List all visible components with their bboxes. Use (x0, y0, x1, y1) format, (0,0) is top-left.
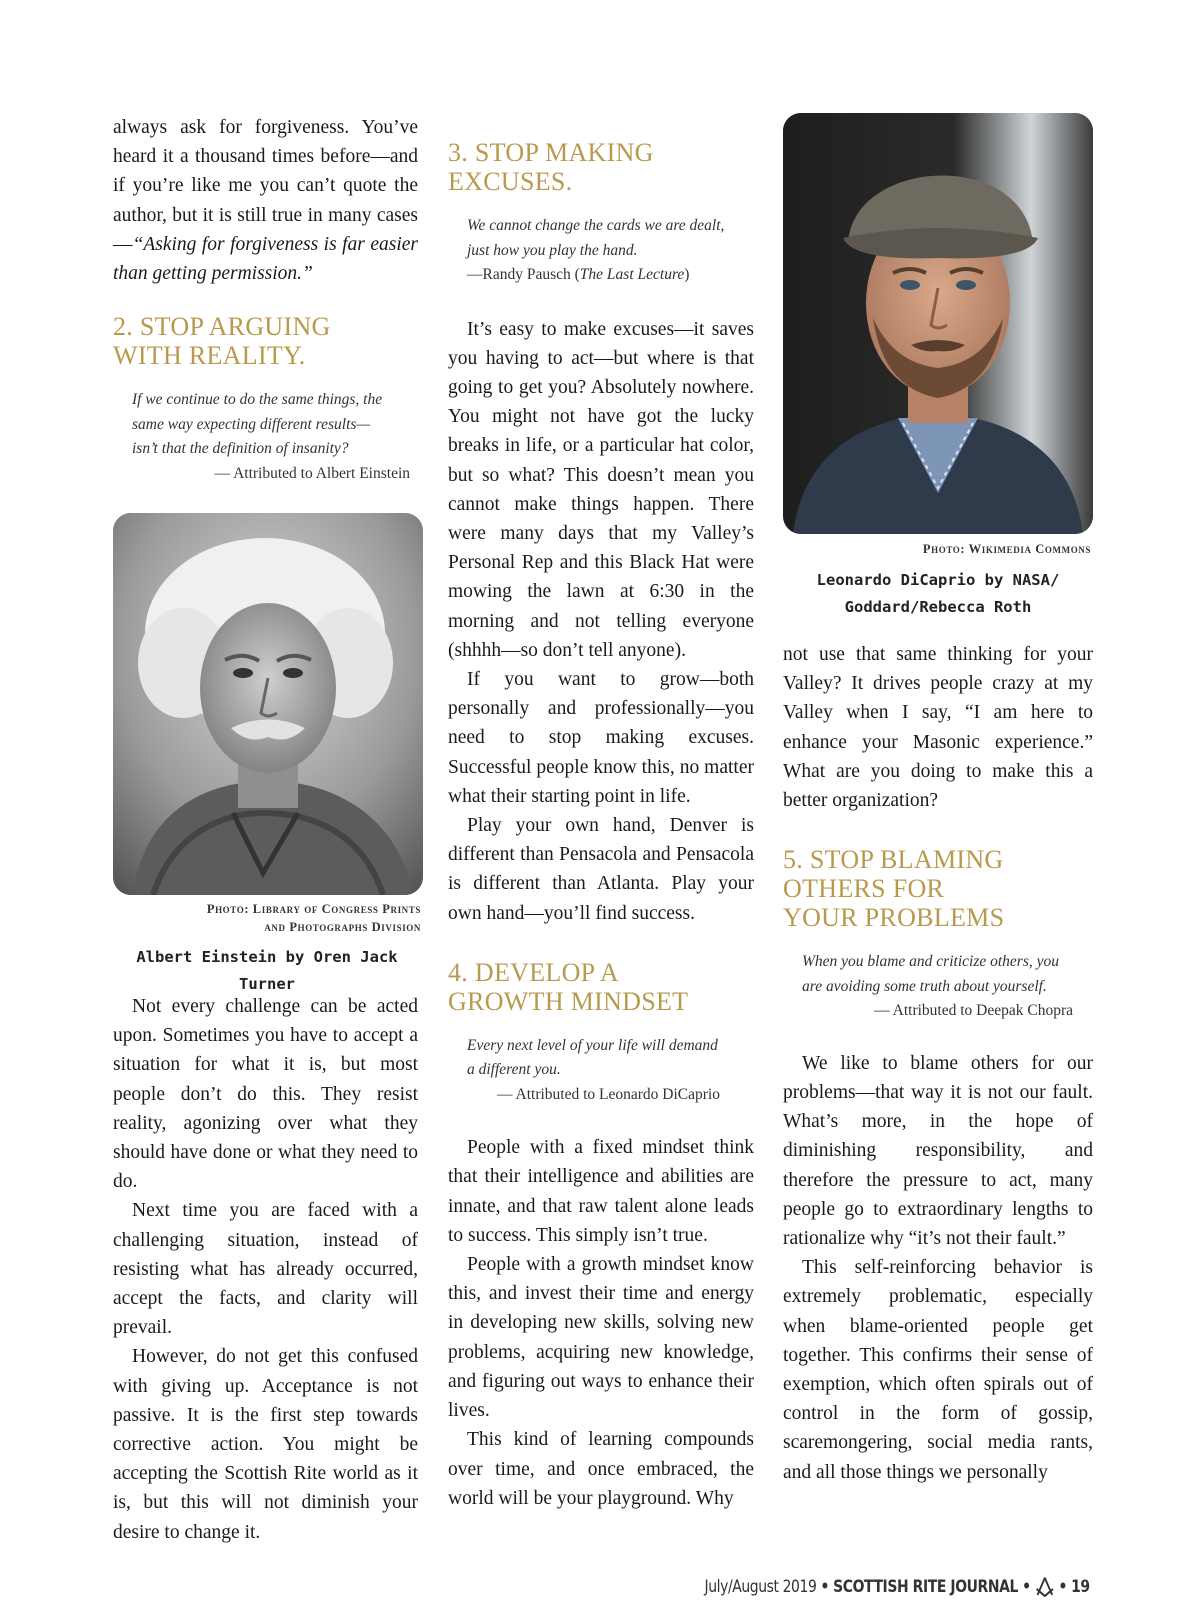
einstein-photo (113, 513, 423, 895)
quote-attribution: — Attributed to Albert Einstein (214, 464, 410, 482)
square-compass-emblem-icon (1035, 1577, 1055, 1597)
chopra-quote (783, 950, 1093, 1024)
caption-line: Leonardo DiCaprio by NASA/ (816, 571, 1060, 589)
section-2-heading: 2. STOP ARGUING WITH REALITY. (113, 312, 331, 371)
page-number: 19 (1071, 1577, 1090, 1597)
body-paragraph: If you want to grow—both personally and professionally—you need to stop making excuses. Successful people know this, no matter what their starting point in life. (448, 668, 754, 807)
column-1 (113, 113, 418, 486)
separator-dot: • (820, 1577, 830, 1597)
dicaprio-photo (783, 113, 1093, 534)
body-paragraph: People with a fixed mindset think that their intelligence and abilities are innate, and that raw talent alone leads to success. This simply isn’t true. (448, 1137, 754, 1246)
section-5-body (783, 1049, 1093, 1487)
column-2 (448, 138, 754, 1513)
intro-quote: “Asking for forgiveness is far easier than getting permission.” (113, 233, 418, 285)
body-paragraph: This self-reinforcing behavior is extremely problematic, especially when blame-oriented people get together. This confirms their sense of exemption, which often spirals out of control in the form of gossip, scaremongering, social media rants, and all those things we personally (783, 1257, 1093, 1483)
quote-line: are avoiding some truth about yourself. (802, 977, 1047, 995)
dicaprio-caption (783, 567, 1093, 621)
einstein-portrait-graphic (113, 513, 423, 895)
separator-dot: • (1058, 1577, 1068, 1597)
caption-line: Goddard/Rebecca Roth (844, 598, 1032, 616)
quote-attribution: — Attributed to Deepak Chopra (874, 1002, 1073, 1020)
credit-line: and Photographs Division (264, 920, 421, 934)
quote-line: We cannot change the cards we are dealt, (467, 217, 725, 234)
body-paragraph: However, do not get this confused with giving up. Acceptance is not passive. It is the first step towards corrective action. You might be accepting the Scottish Rite world as it is, but this will not diminish your desire to change it. (113, 1346, 418, 1543)
section-4-heading: 4. DEVELOP A GROWTH MINDSET (448, 957, 689, 1016)
journal-title: SCOTTISH RITE JOURNAL (833, 1577, 1019, 1597)
section-5-heading: 5. STOP BLAMING OTHERS FOR YOUR PROBLEMS (783, 845, 1005, 933)
quote-line: a different you. (467, 1061, 561, 1079)
intro-text: always ask for forgiveness. You’ve heard it a thousand times before—and if you’re like me you can’t quote the author, but it is still true in many cases— (113, 117, 418, 255)
body-paragraph: Play your own hand, Denver is different than Pensacola and Pensacola is different than Atlanta. Play your own hand—you’ll find success. (448, 814, 754, 924)
einstein-photo-credit (113, 900, 421, 936)
quote-line: just how you play the hand. (467, 241, 638, 259)
body-paragraph: It’s easy to make excuses—it saves you having to act—but where is that going to get you? Absolutely nowhere. You might not have got the lucky breaks in life, or a particular hat color, but so what? This doesn’t mean you cannot make things happen. There were many days that my Valley’s Personal Rep and this Black Hat were mowing the lawn at 6:30 in the morning and not telling everyone (shhhh—so don’t tell anyone). (448, 318, 754, 661)
einstein-quote (113, 388, 418, 486)
attr-prefix: —Randy Pausch ( (467, 266, 580, 283)
quote-line: If we continue to do the same things, the (132, 391, 383, 409)
attr-title: The Last Lecture (579, 266, 685, 283)
separator-dot: • (1022, 1577, 1031, 1597)
issue-date: July/August 2019 (704, 1577, 817, 1597)
section-3-heading: 3. STOP MAKING EXCUSES. (448, 138, 654, 196)
einstein-caption: Albert Einstein by Oren Jack Turner (136, 948, 398, 993)
body-paragraph: We like to blame others for our problems—that way it is not our fault. What’s more, in the hope of diminishing responsibility, and therefore the pressure to act, many people go to extraordinary lengths to rationalize why “it’s not their fault.” (783, 1052, 1093, 1249)
dicaprio-photo-credit: Photo: Wikimedia Commons (922, 542, 1091, 556)
body-paragraph: Not every challenge can be acted upon. Sometimes you have to accept a situation for what it is, but most people don’t do this. They resist reality, agonizing over what they should have done or what they need to do. (113, 996, 418, 1193)
pausch-quote (448, 214, 754, 288)
body-paragraph: Next time you are faced with a challenging situation, instead of resisting what has already occurred, accept the facts, and clarity will prevail. (113, 1200, 418, 1339)
column-3-body (783, 640, 1093, 1487)
body-paragraph: This kind of learning compounds over time, and once embraced, the world will be your playground. Why (448, 1429, 754, 1509)
credit-line: Photo: Library of Congress Prints (206, 902, 421, 916)
quote-line: Every next level of your life will demand (467, 1036, 718, 1054)
dicaprio-portrait-graphic (783, 113, 1093, 534)
page-footer (705, 1577, 1090, 1597)
section-3-body (448, 315, 754, 928)
section-4-body (448, 1133, 754, 1513)
quote-attribution (467, 263, 754, 288)
quote-attribution: — Attributed to Leonardo DiCaprio (497, 1085, 720, 1103)
body-paragraph: not use that same thinking for your Valley? It drives people crazy at my Valley when I say, “I am here to enhance your Masonic experience.” What are you doing to make this a better organization? (783, 644, 1093, 812)
intro-paragraph (113, 113, 418, 288)
column-1-body (113, 992, 418, 1547)
quote-line: isn’t that the definition of insanity? (132, 440, 349, 458)
quote-line: When you blame and criticize others, you (802, 953, 1059, 971)
dicaprio-quote (448, 1034, 754, 1108)
body-paragraph: People with a growth mindset know this, and invest their time and energy in developing new skills, solving new problems, acquiring new knowledge, and figuring out ways to enhance their lives. (448, 1254, 754, 1422)
quote-line: same way expecting different results— (132, 415, 371, 433)
attr-suffix: ) (684, 266, 690, 283)
